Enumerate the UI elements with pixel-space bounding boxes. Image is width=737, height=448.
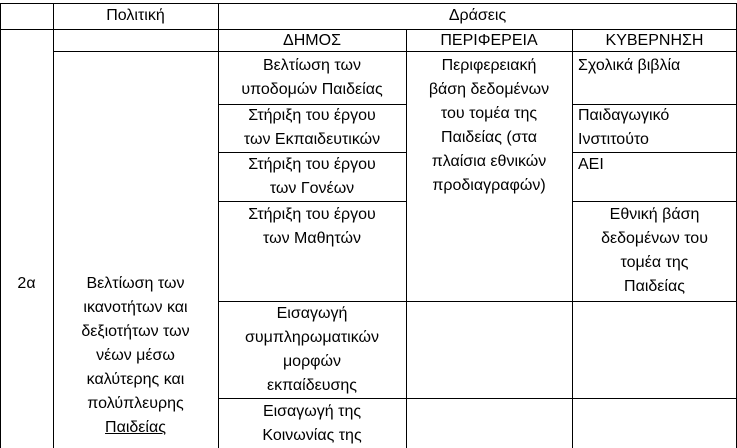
dimos-item-4 [218,203,406,251]
cell-line: Σχολικά βιβλία [578,57,681,74]
row-divider [572,201,737,202]
row-divider [218,398,737,399]
cell-line: υποδομών Παιδείας [241,81,383,98]
header-politiki: Πολιτική [106,7,165,24]
cell-line: Στήριξη του έργου [248,206,376,223]
header-kyvernisi: ΚΥΒΕΡΝΗΣΗ [605,32,704,49]
row-code: 2α [17,275,36,292]
cell-line: των Μαθητών [263,230,361,247]
cell-line: μορφών [282,353,342,370]
dimos-item-5 [218,302,406,398]
policy-text [53,272,218,440]
policy-line: καλύτερης και [86,371,185,388]
cell-line: προδιαγραφών) [432,177,546,194]
cell-line: Στήριξη του έργου [248,107,376,124]
cell-line: Εθνική βάση [609,206,700,223]
cell-line: δεδομένων του [601,230,708,247]
cell-line: των Εκπαιδευτικών [243,131,381,148]
header-dimos: ΔΗΜΟΣ [283,32,341,49]
cell-line: βάση δεδομένων [428,81,550,98]
dimos-item-2 [218,104,406,152]
cell-line: συμπληρωματικών [244,329,379,346]
cell-line: Βελτίωση των [263,57,361,74]
policy-line: πολύπλευρης [87,395,184,412]
header-draseis: Δράσεις [448,7,507,24]
cell-line: ΑΕΙ [578,156,604,173]
perifereia-item [406,54,572,198]
kyvernisi-item-2 [572,104,737,152]
cell-line: Στήριξη του έργου [248,156,376,173]
policy-line: Βελτίωση των [86,275,185,292]
dimos-item-3 [218,153,406,201]
cell-line: Εισαγωγή [276,305,348,322]
cell-line: τομέα της [620,254,689,271]
cell-line: Περιφερειακή [441,57,537,74]
policy-line: δεξιοτήτων των [81,323,190,340]
kyvernisi-item-1 [572,54,737,78]
cell-line: των Γονέων [269,180,355,197]
cell-line: πλαίσια εθνικών [431,153,547,170]
cell-line: Εισαγωγή της [262,403,362,420]
cell-line: Παιδείας (στα [441,129,537,146]
cell-line: Ινστιτούτο [578,131,649,148]
dimos-item-1 [218,54,406,102]
kyvernisi-item-3 [572,153,737,177]
header-perifereia: ΠΕΡΙΦΕΡΕΙΑ [440,32,538,49]
cell-line: Παιδείας [624,278,685,295]
cell-line: Κοινωνίας της [262,427,362,444]
row-divider [218,201,406,202]
col-divider [0,3,1,448]
policy-line-underlined: Παιδείας [105,419,166,436]
dimos-item-6 [218,400,406,448]
cell-line: Παιδαγωγικό [578,107,670,124]
policy-line: ικανοτήτων και [83,299,188,316]
kyvernisi-item-4 [572,203,737,299]
policy-line: νέων μέσω [96,347,175,364]
table-border-top [0,3,737,4]
cell-line: του τομέα της [440,105,538,122]
cell-line: εκπαίδευσης [266,377,358,394]
